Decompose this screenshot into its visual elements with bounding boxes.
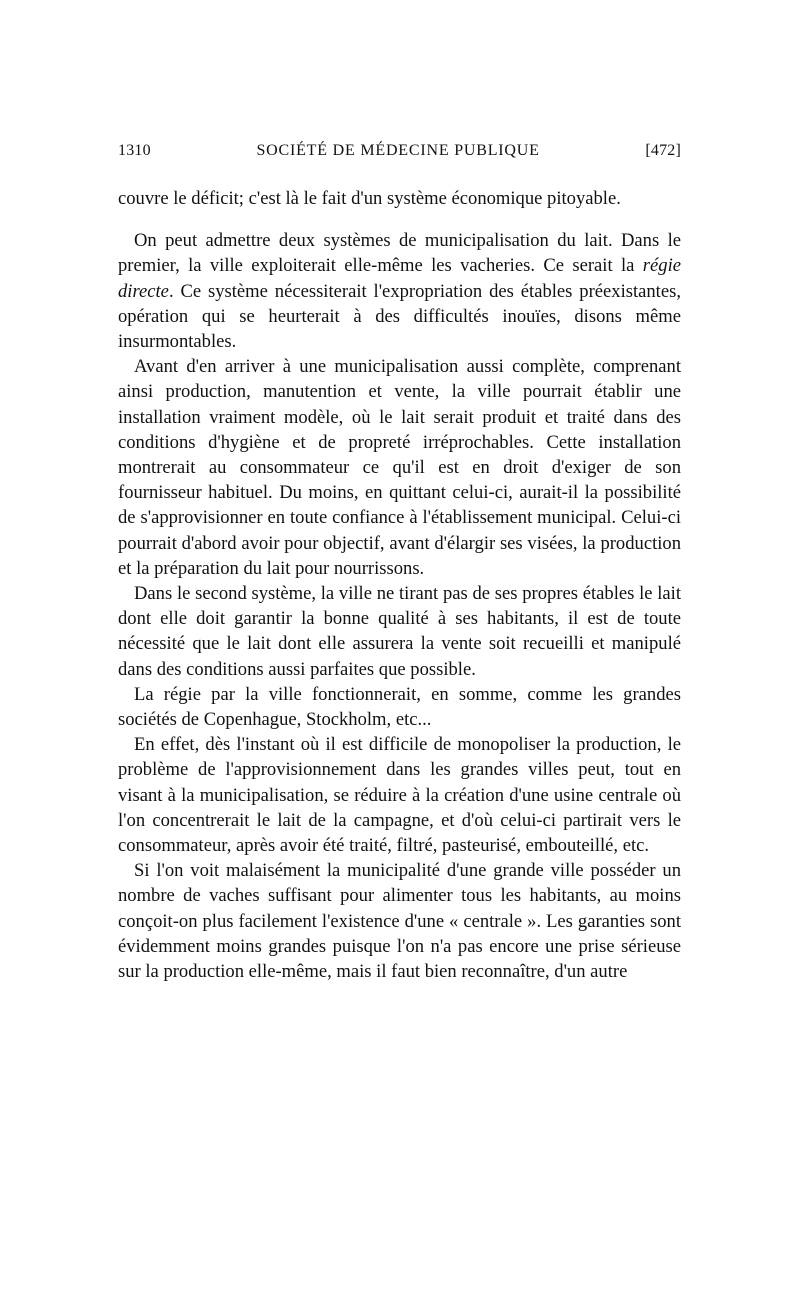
paragraph-centrale: Si l'on voit malaisément la municipalité d'une grande ville posséder un nombre de vaches suffisant pour alimenter tous les habitants, au moins conçoit-on plus facilement l'existence d'une « centrale ». Les garanties sont évidemment moins grandes puisque l'on n'a pas encore une prise sérieuse sur la production elle-même, mais il faut bien reconnaître, d'un autre [118, 860, 681, 983]
running-header [118, 142, 681, 186]
paragraph-installation-modele: Avant d'en arriver à une municipalisation aussi complète, comprenant ainsi production, manutention et vente, la ville pourrait établir une installation vraiment modèle, où le lait serait produit et traité dans des conditions d'hygiène et de propreté irréprochables. Cette installation montrerait au consommateur ce qu'il est en droit d'exiger de son fournisseur habituel. Du moins, en quittant celui-ci, aurait-il la possibilité de s'approvisionner en toute confiance à l'établissement municipal. Celui-ci pourrait d'abord avoir pour objectif, avant d'élargir ses visées, la production et la préparation du lait pour nourrissons. [118, 356, 681, 579]
paragraph-continuation: couvre le déficit; c'est là le fait d'un système économique pitoyable. [118, 188, 621, 209]
emphasis-regie-directe: régie directe [118, 255, 681, 302]
paragraph-municipalisation [118, 228, 681, 354]
paragraph-usine-centrale: En effet, dès l'instant où il est difficile de monopoliser la production, le problème de l'approvisionnement dans les grandes villes peut, tout en visant à la municipalisation, se réduire à la création d'une usine centrale où l'on concentrerait le lait de la campagne, et d'où celui-ci partirait vers le consommateur, après avoir été traité, filtré, pasteurisé, embouteillé, etc. [118, 734, 681, 857]
bracket-number: [472] [645, 142, 681, 159]
page-number: 1310 [118, 142, 151, 159]
running-title: SOCIÉTÉ DE MÉDECINE PUBLIQUE [256, 142, 540, 159]
paragraph-gap [118, 211, 681, 228]
paragraph-second-systeme: Dans le second système, la ville ne tirant pas de ses propres étables le lait dont elle doit garantir la bonne qualité à ses habitants, il est de toute nécessité que le lait dont elle assurera la vente soit recueilli et manipulé dans des conditions aussi parfaites que possible. [118, 583, 681, 680]
book-page [118, 142, 681, 984]
paragraph-text: . Ce système nécessiterait l'expropriation des étables préexistantes, opération qui se heurterait à des difficultés inouïes, disons même insurmontables. [118, 280, 681, 353]
body-text [118, 186, 681, 984]
paragraph-text: On peut admettre deux systèmes de municipalisation du lait. Dans le premier, la ville exploiterait elle-même les vacheries. Ce serait la [118, 230, 681, 277]
paragraph-regie: La régie par la ville fonctionnerait, en somme, comme les grandes sociétés de Copenhague, Stockholm, etc... [118, 683, 681, 731]
